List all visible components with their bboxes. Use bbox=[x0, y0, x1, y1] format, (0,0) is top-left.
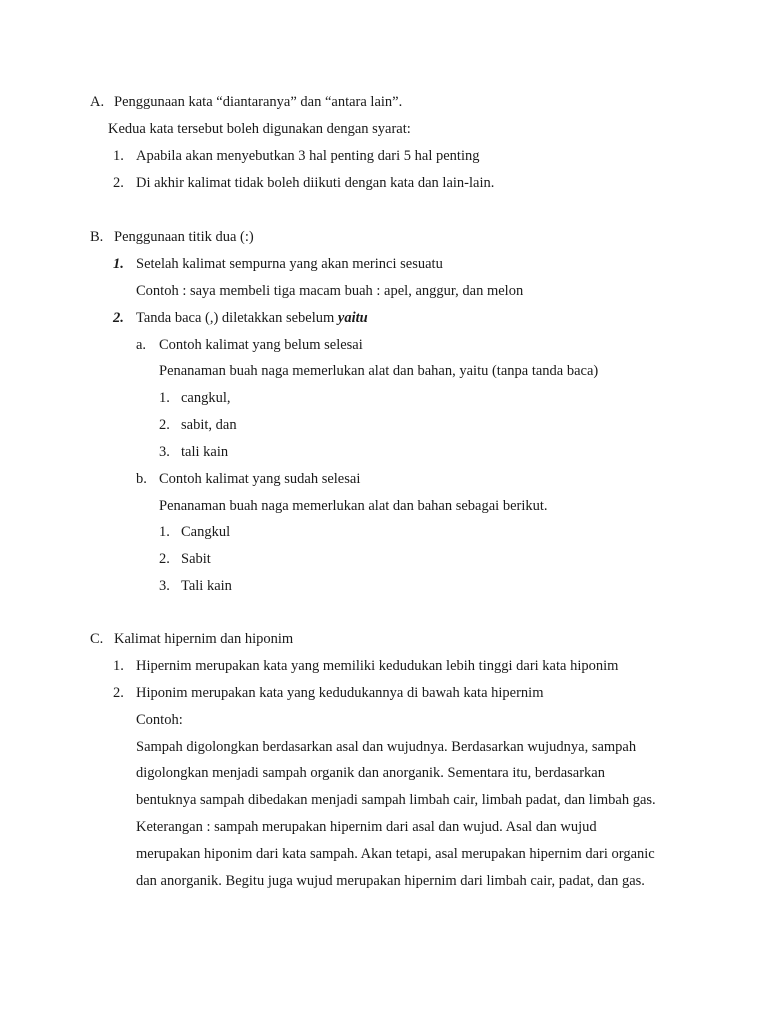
section-c-paragraph-line-6: dan anorganik. Begitu juga wujud merupakan hipernim dari limbah cair, padat, dan gas. bbox=[136, 873, 645, 889]
section-b-letter: B. bbox=[90, 229, 104, 245]
section-c-item-2-text: Hiponim merupakan kata yang kedudukannya di bawah kata hipernim bbox=[136, 685, 544, 701]
sub-b-item-3-num: 3. bbox=[159, 578, 170, 594]
section-c-paragraph-line-5: merupakan hiponim dari kata sampah. Akan tetapi, asal merupakan hipernim dari organic bbox=[136, 846, 655, 862]
section-c-paragraph-line-3: bentuknya sampah dibedakan menjadi sampah limbah cair, limbah padat, dan limbah gas. bbox=[136, 792, 656, 808]
section-c-heading: Kalimat hipernim dan hiponim bbox=[114, 631, 294, 647]
sub-a-letter: a. bbox=[136, 337, 147, 353]
sub-b-letter: b. bbox=[136, 471, 147, 487]
section-a-item-1-text: Apabila akan menyebutkan 3 hal penting dari 5 hal penting bbox=[136, 148, 480, 164]
sub-a-item-1-num: 1. bbox=[159, 390, 170, 406]
sub-b-title: Contoh kalimat yang sudah selesai bbox=[159, 471, 361, 487]
section-b-item-1-num: 1. bbox=[113, 256, 124, 272]
section-b-item-2-line bbox=[136, 309, 368, 327]
section-a-item-2-num: 2. bbox=[113, 175, 124, 191]
section-c-paragraph-line-1: Sampah digolongkan berdasarkan asal dan wujudnya. Berdasarkan wujudnya, sampah bbox=[136, 739, 637, 755]
section-b-item-1-example: Contoh : saya membeli tiga macam buah : apel, anggur, dan melon bbox=[136, 283, 524, 299]
section-b-item-2-text: Tanda baca (,) diletakkan sebelum bbox=[136, 310, 335, 326]
sub-b-item-1-text: Cangkul bbox=[181, 524, 231, 540]
section-c-example-label: Contoh: bbox=[136, 712, 183, 728]
section-c-item-1-num: 1. bbox=[113, 658, 124, 674]
section-a-item-1-num: 1. bbox=[113, 148, 124, 164]
sub-a-item-3-num: 3. bbox=[159, 444, 170, 460]
section-a-intro: Kedua kata tersebut boleh digunakan dengan syarat: bbox=[108, 121, 411, 137]
section-b-heading: Penggunaan titik dua (:) bbox=[114, 229, 254, 245]
sub-b-item-1-num: 1. bbox=[159, 524, 170, 540]
sub-a-item-2-text: sabit, dan bbox=[181, 417, 237, 433]
sub-a-sentence: Penanaman buah naga memerlukan alat dan bahan, yaitu (tanpa tanda baca) bbox=[159, 363, 599, 379]
sub-a-item-3-text: tali kain bbox=[181, 444, 229, 460]
sub-a-item-1-text: cangkul, bbox=[181, 390, 231, 406]
sub-a-title: Contoh kalimat yang belum selesai bbox=[159, 337, 363, 353]
section-c-paragraph-line-2: digolongkan menjadi sampah organik dan anorganik. Sementara itu, berdasarkan bbox=[136, 765, 605, 781]
sub-a-item-2-num: 2. bbox=[159, 417, 170, 433]
section-a-item-2-text: Di akhir kalimat tidak boleh diikuti dengan kata dan lain-lain. bbox=[136, 175, 495, 191]
section-a-heading: Penggunaan kata “diantaranya” dan “antara lain”. bbox=[114, 94, 403, 110]
sub-b-item-2-text: Sabit bbox=[181, 551, 211, 567]
section-b-item-2-emphasis: yaitu bbox=[337, 310, 368, 326]
sub-b-item-3-text: Tali kain bbox=[181, 578, 232, 594]
section-b-item-1-text: Setelah kalimat sempurna yang akan merinci sesuatu bbox=[136, 256, 443, 272]
section-c-paragraph-line-4: Keterangan : sampah merupakan hipernim dari asal dan wujud. Asal dan wujud bbox=[136, 819, 597, 835]
section-c-item-1-text: Hipernim merupakan kata yang memiliki kedudukan lebih tinggi dari kata hiponim bbox=[136, 658, 619, 674]
sub-b-sentence: Penanaman buah naga memerlukan alat dan bahan sebagai berikut. bbox=[159, 498, 548, 514]
section-a-letter: A. bbox=[90, 94, 105, 110]
section-c-item-2-num: 2. bbox=[113, 685, 124, 701]
section-b-item-2-num: 2. bbox=[113, 310, 124, 326]
section-c-letter: C. bbox=[90, 631, 104, 647]
sub-b-item-2-num: 2. bbox=[159, 551, 170, 567]
